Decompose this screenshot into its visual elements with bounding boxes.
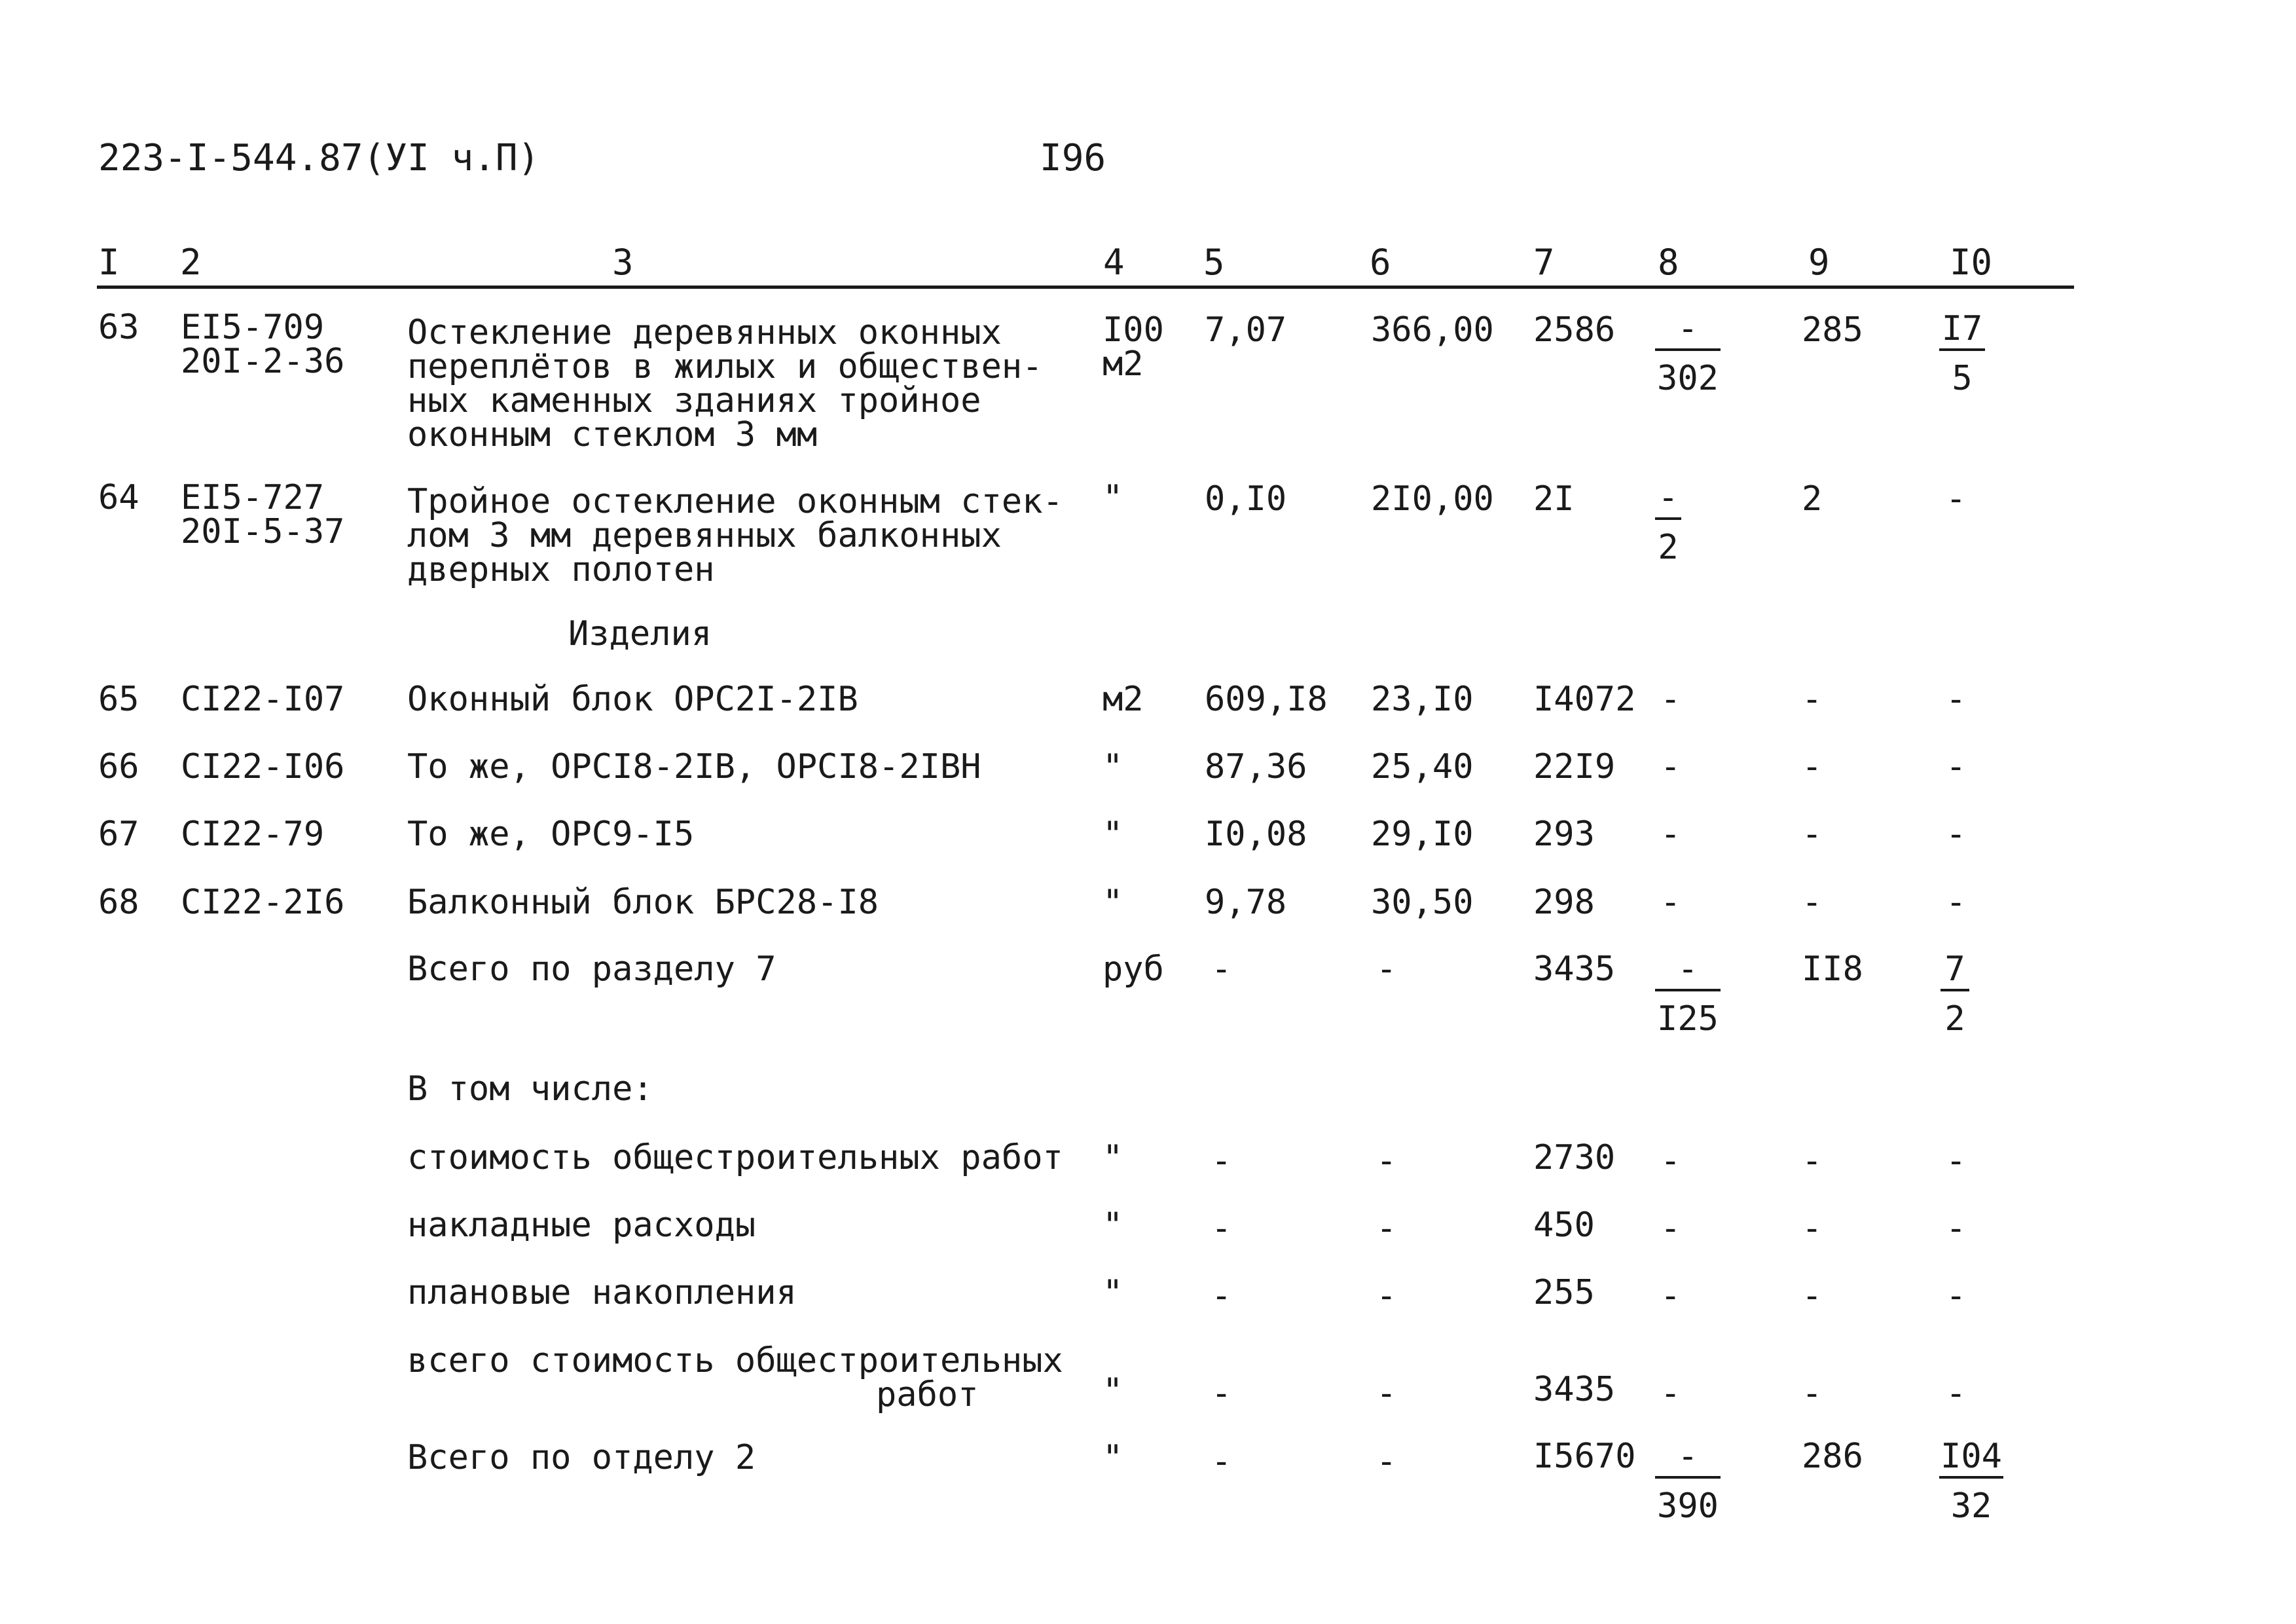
page-number: I96 [1040, 137, 1106, 179]
column-header: 5 [1203, 242, 1225, 283]
fraction-numerator: - [1677, 309, 1698, 348]
total-cost: 293 [1533, 815, 1595, 854]
quantity: - [1211, 1276, 1232, 1316]
col10-fraction [1939, 310, 1985, 397]
fraction-numerator: - [1658, 478, 1679, 517]
unit: м2 [1102, 344, 1144, 384]
unit-price: - [1376, 1442, 1397, 1481]
description: лом 3 мм деревянных балконных [407, 516, 1002, 555]
description: Оконный блок ОРС2I-2IB [407, 680, 858, 719]
description: Всего по разделу 7 [407, 950, 776, 989]
row-number: 66 [98, 747, 139, 786]
fraction-denominator: 390 [1657, 1486, 1719, 1526]
fraction-numerator: I7 [1941, 309, 1983, 348]
fraction-bar [1939, 1476, 2003, 1479]
column-header: 8 [1658, 242, 1679, 283]
fraction-denominator: I25 [1657, 999, 1719, 1039]
row-number: 68 [98, 883, 139, 922]
fraction-bar [1939, 348, 1985, 351]
quantity: - [1211, 1442, 1232, 1481]
quantity: 7,07 [1205, 310, 1287, 350]
col8-value: - [1660, 1276, 1681, 1316]
total-cost: 2I [1533, 479, 1575, 519]
unit: " [1102, 747, 1123, 786]
unit: м2 [1102, 680, 1144, 719]
col9-value: - [1802, 815, 1823, 854]
col8-fraction [1655, 1438, 1721, 1524]
unit: " [1102, 478, 1123, 517]
col8-fraction [1655, 951, 1721, 1037]
col10-value: - [1946, 815, 1967, 854]
norm-code: CI22-2I6 [181, 883, 345, 922]
unit: " [1102, 1273, 1123, 1312]
unit: " [1102, 1206, 1123, 1245]
fraction-denominator: 5 [1952, 359, 1973, 398]
quantity: 609,I8 [1205, 680, 1328, 719]
unit-price: - [1376, 1276, 1397, 1316]
fraction-numerator: - [1677, 1437, 1698, 1476]
unit-price: - [1376, 950, 1397, 989]
col10-value: - [1946, 1374, 1967, 1413]
fraction-bar [1941, 989, 1969, 991]
unit-price: 30,50 [1371, 883, 1474, 922]
total-cost: 255 [1533, 1273, 1595, 1312]
column-header: I0 [1950, 242, 1993, 283]
total-cost: 2586 [1533, 310, 1616, 350]
fraction-bar [1655, 517, 1681, 520]
row-number: 64 [98, 478, 139, 517]
unit-price: 23,I0 [1371, 680, 1474, 719]
col8-value: - [1660, 747, 1681, 786]
unit: " [1102, 1371, 1123, 1411]
norm-code: EI5-709 [181, 308, 325, 347]
col8-value: - [1660, 680, 1681, 719]
norm-code: 20I-2-36 [181, 342, 345, 381]
col9-value: II8 [1802, 950, 1863, 989]
col8-value: - [1660, 1374, 1681, 1413]
fraction-numerator: I04 [1941, 1437, 2002, 1476]
fraction-bar [1655, 1476, 1721, 1479]
col10-value: - [1946, 680, 1967, 719]
fraction-denominator: 32 [1950, 1486, 1992, 1526]
description: Остекление деревянных оконных [407, 313, 1002, 352]
col10-value: - [1946, 1276, 1967, 1316]
unit: " [1102, 1438, 1123, 1477]
subheading: В том числе: [407, 1069, 653, 1109]
fraction-numerator: - [1677, 950, 1698, 989]
col8-fraction [1655, 479, 1681, 566]
col9-value: - [1802, 1374, 1823, 1413]
total-cost: 298 [1533, 883, 1595, 922]
col9-value: - [1802, 747, 1823, 786]
fraction-denominator: 302 [1657, 359, 1719, 398]
unit: " [1102, 1138, 1123, 1177]
quantity: - [1211, 1209, 1232, 1248]
description: стоимость общестроительных работ [407, 1138, 1063, 1177]
col10-value: - [1946, 747, 1967, 786]
fraction-bar [1655, 989, 1721, 991]
column-header: 6 [1370, 242, 1391, 283]
row-number: 67 [98, 815, 139, 854]
column-header: 4 [1103, 242, 1125, 283]
col10-fraction [1941, 951, 1969, 1037]
description: всего стоимость общестроительных [407, 1341, 1063, 1380]
description: работ [876, 1375, 979, 1414]
total-cost: I5670 [1533, 1437, 1636, 1476]
fraction-numerator: 7 [1944, 950, 1965, 989]
total-cost: I4072 [1533, 680, 1636, 719]
col9-value: 2 [1802, 479, 1823, 519]
description: дверных полотен [407, 550, 715, 589]
description: Всего по отделу 2 [407, 1438, 756, 1477]
unit-price: 2I0,00 [1371, 479, 1494, 519]
col10-value: - [1946, 1209, 1967, 1248]
unit: руб [1102, 950, 1164, 989]
column-header: 9 [1808, 242, 1830, 283]
unit-price: 25,40 [1371, 747, 1474, 786]
document-code: 223-I-544.87(УI ч.П) [98, 137, 540, 179]
description: плановые накопления [407, 1273, 797, 1312]
col9-value: - [1802, 680, 1823, 719]
total-cost: 450 [1533, 1206, 1595, 1245]
unit-price: 29,I0 [1371, 815, 1474, 854]
col10-fraction [1939, 1438, 2003, 1524]
description: Балконный блок БРС28-I8 [407, 883, 879, 922]
column-header: 2 [180, 242, 202, 283]
col8-fraction [1655, 310, 1721, 397]
total-cost: 3435 [1533, 1370, 1616, 1409]
col9-value: - [1802, 1141, 1823, 1181]
col10-value: - [1946, 883, 1967, 922]
description: переплётов в жилых и обществен- [407, 347, 1043, 386]
quantity: I0,08 [1205, 815, 1307, 854]
unit: " [1102, 883, 1123, 922]
fraction-denominator: 2 [1944, 999, 1965, 1039]
quantity: - [1211, 1141, 1232, 1181]
row-number: 65 [98, 680, 139, 719]
col9-value: - [1802, 883, 1823, 922]
col10-value: - [1946, 1141, 1967, 1181]
col9-value: - [1802, 1209, 1823, 1248]
col9-value: - [1802, 1276, 1823, 1316]
unit: " [1102, 815, 1123, 854]
quantity: 0,I0 [1205, 479, 1287, 519]
quantity: 87,36 [1205, 747, 1307, 786]
norm-code: EI5-727 [181, 478, 325, 517]
header-rule [97, 286, 2074, 289]
quantity: 9,78 [1205, 883, 1287, 922]
description: Тройное остекление оконным стек- [407, 482, 1063, 521]
section-heading: Изделия [568, 614, 712, 654]
unit: I00 [1102, 310, 1164, 350]
description: накладные расходы [407, 1206, 756, 1245]
description: То же, ОРСI8-2IB, ОРСI8-2IBH [407, 747, 981, 786]
unit-price: - [1376, 1141, 1397, 1181]
col10-value: - [1946, 479, 1967, 519]
row-number: 63 [98, 308, 139, 347]
total-cost: 22I9 [1533, 747, 1616, 786]
norm-code: CI22-I06 [181, 747, 345, 786]
unit-price: - [1376, 1209, 1397, 1248]
description: оконным стеклом 3 мм [407, 415, 818, 454]
norm-code: CI22-79 [181, 815, 325, 854]
norm-code: CI22-I07 [181, 680, 345, 719]
norm-code: 20I-5-37 [181, 512, 345, 551]
fraction-denominator: 2 [1658, 528, 1679, 567]
description: То же, ОРС9-I5 [407, 815, 695, 854]
description: ных каменных зданиях тройное [407, 381, 981, 420]
fraction-bar [1655, 348, 1721, 351]
col9-value: 286 [1802, 1437, 1863, 1476]
total-cost: 3435 [1533, 950, 1616, 989]
total-cost: 2730 [1533, 1138, 1616, 1177]
unit-price: 366,00 [1371, 310, 1494, 350]
col8-value: - [1660, 815, 1681, 854]
unit-price: - [1376, 1374, 1397, 1413]
column-header: I [98, 242, 120, 283]
col8-value: - [1660, 1141, 1681, 1181]
quantity: - [1211, 950, 1232, 989]
col8-value: - [1660, 883, 1681, 922]
column-header: 7 [1533, 242, 1555, 283]
quantity: - [1211, 1374, 1232, 1413]
column-header: 3 [612, 242, 634, 283]
col8-value: - [1660, 1209, 1681, 1248]
col9-value: 285 [1802, 310, 1863, 350]
